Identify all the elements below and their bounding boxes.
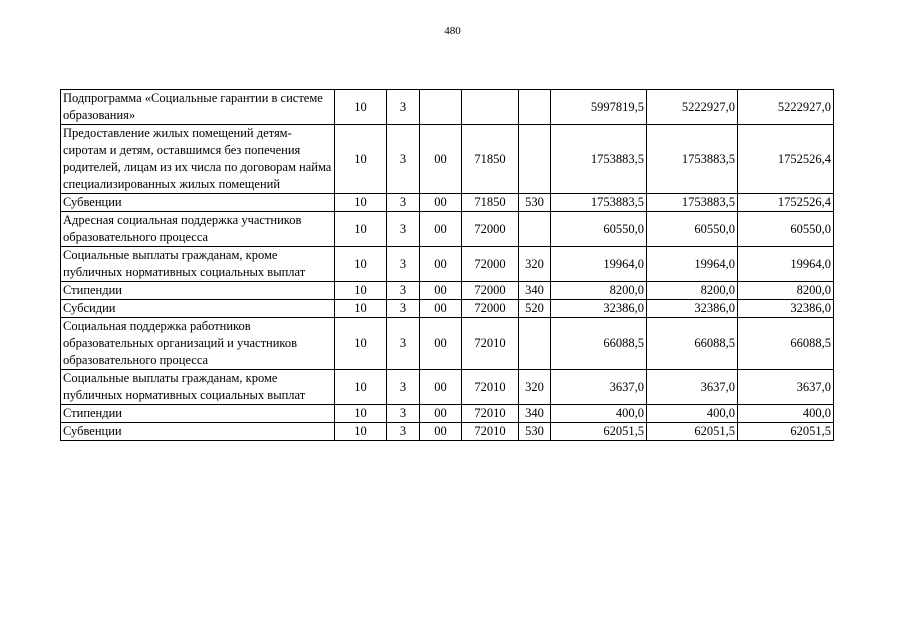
cell-section: 10 xyxy=(335,125,387,194)
cell-amount-2: 5222927,0 xyxy=(647,90,738,125)
cell-subsection: 3 xyxy=(387,318,420,370)
cell-subsection: 3 xyxy=(387,212,420,247)
cell-section: 10 xyxy=(335,247,387,282)
cell-article: 71850 xyxy=(462,194,519,212)
cell-expense-type: 520 xyxy=(519,300,551,318)
cell-subsection: 3 xyxy=(387,300,420,318)
cell-article: 72000 xyxy=(462,282,519,300)
cell-name: Подпрограмма «Социальные гарантии в системе образования» xyxy=(61,90,335,125)
cell-amount-3: 66088,5 xyxy=(738,318,834,370)
cell-amount-1: 32386,0 xyxy=(551,300,647,318)
cell-section: 10 xyxy=(335,282,387,300)
cell-amount-2: 32386,0 xyxy=(647,300,738,318)
cell-subsection: 3 xyxy=(387,405,420,423)
cell-amount-2: 8200,0 xyxy=(647,282,738,300)
cell-amount-2: 1753883,5 xyxy=(647,125,738,194)
cell-name: Социальные выплаты гражданам, кроме публичных нормативных социальных выплат xyxy=(61,370,335,405)
cell-amount-3: 1752526,4 xyxy=(738,194,834,212)
cell-expense-type xyxy=(519,318,551,370)
cell-program: 00 xyxy=(420,370,462,405)
table-row xyxy=(61,423,834,441)
cell-expense-type: 530 xyxy=(519,194,551,212)
cell-amount-1: 400,0 xyxy=(551,405,647,423)
cell-name: Предоставление жилых помещений детям-сиротам и детям, оставшимся без попечения родителей, лицам из их числа по договорам найма специализированных жилых помещений xyxy=(61,125,335,194)
cell-name: Социальные выплаты гражданам, кроме публичных нормативных социальных выплат xyxy=(61,247,335,282)
cell-program xyxy=(420,90,462,125)
cell-subsection: 3 xyxy=(387,125,420,194)
cell-amount-3: 32386,0 xyxy=(738,300,834,318)
cell-expense-type: 320 xyxy=(519,247,551,282)
cell-program: 00 xyxy=(420,125,462,194)
cell-amount-2: 1753883,5 xyxy=(647,194,738,212)
cell-name: Стипендии xyxy=(61,405,335,423)
cell-subsection: 3 xyxy=(387,90,420,125)
cell-expense-type: 340 xyxy=(519,405,551,423)
page-number: 480 xyxy=(444,25,461,37)
cell-amount-2: 19964,0 xyxy=(647,247,738,282)
cell-name: Стипендии xyxy=(61,282,335,300)
cell-article: 72010 xyxy=(462,370,519,405)
table-row xyxy=(61,318,834,370)
cell-amount-1: 66088,5 xyxy=(551,318,647,370)
cell-amount-1: 5997819,5 xyxy=(551,90,647,125)
cell-amount-3: 62051,5 xyxy=(738,423,834,441)
cell-section: 10 xyxy=(335,318,387,370)
cell-amount-3: 3637,0 xyxy=(738,370,834,405)
table-row xyxy=(61,300,834,318)
cell-expense-type xyxy=(519,212,551,247)
cell-name: Субсидии xyxy=(61,300,335,318)
table-row xyxy=(61,370,834,405)
cell-expense-type xyxy=(519,125,551,194)
table-row xyxy=(61,247,834,282)
cell-section: 10 xyxy=(335,300,387,318)
cell-amount-3: 5222927,0 xyxy=(738,90,834,125)
cell-section: 10 xyxy=(335,194,387,212)
table-row xyxy=(61,90,834,125)
cell-article: 72010 xyxy=(462,423,519,441)
cell-subsection: 3 xyxy=(387,247,420,282)
cell-subsection: 3 xyxy=(387,282,420,300)
cell-article xyxy=(462,90,519,125)
cell-amount-2: 400,0 xyxy=(647,405,738,423)
cell-name: Социальная поддержка работников образовательных организаций и участников образовательного процесса xyxy=(61,318,335,370)
cell-amount-3: 1752526,4 xyxy=(738,125,834,194)
cell-amount-2: 60550,0 xyxy=(647,212,738,247)
cell-amount-1: 62051,5 xyxy=(551,423,647,441)
cell-amount-1: 1753883,5 xyxy=(551,194,647,212)
cell-amount-1: 8200,0 xyxy=(551,282,647,300)
table-row xyxy=(61,194,834,212)
cell-amount-2: 66088,5 xyxy=(647,318,738,370)
cell-expense-type: 320 xyxy=(519,370,551,405)
cell-article: 72010 xyxy=(462,318,519,370)
cell-amount-1: 19964,0 xyxy=(551,247,647,282)
cell-program: 00 xyxy=(420,300,462,318)
cell-program: 00 xyxy=(420,282,462,300)
cell-article: 72010 xyxy=(462,405,519,423)
cell-expense-type xyxy=(519,90,551,125)
cell-amount-1: 1753883,5 xyxy=(551,125,647,194)
cell-amount-2: 3637,0 xyxy=(647,370,738,405)
cell-section: 10 xyxy=(335,423,387,441)
cell-subsection: 3 xyxy=(387,423,420,441)
table-row xyxy=(61,212,834,247)
table-body xyxy=(61,90,834,441)
cell-amount-1: 3637,0 xyxy=(551,370,647,405)
table-row xyxy=(61,405,834,423)
cell-amount-3: 60550,0 xyxy=(738,212,834,247)
cell-amount-3: 8200,0 xyxy=(738,282,834,300)
cell-article: 72000 xyxy=(462,300,519,318)
cell-program: 00 xyxy=(420,212,462,247)
cell-program: 00 xyxy=(420,405,462,423)
cell-name: Субвенции xyxy=(61,423,335,441)
cell-section: 10 xyxy=(335,370,387,405)
cell-program: 00 xyxy=(420,318,462,370)
cell-name: Адресная социальная поддержка участников образовательного процесса xyxy=(61,212,335,247)
cell-article: 72000 xyxy=(462,247,519,282)
cell-program: 00 xyxy=(420,247,462,282)
cell-amount-1: 60550,0 xyxy=(551,212,647,247)
cell-amount-2: 62051,5 xyxy=(647,423,738,441)
cell-program: 00 xyxy=(420,194,462,212)
cell-subsection: 3 xyxy=(387,370,420,405)
cell-amount-3: 19964,0 xyxy=(738,247,834,282)
table-row xyxy=(61,282,834,300)
cell-subsection: 3 xyxy=(387,194,420,212)
cell-program: 00 xyxy=(420,423,462,441)
cell-section: 10 xyxy=(335,90,387,125)
cell-article: 71850 xyxy=(462,125,519,194)
cell-name: Субвенции xyxy=(61,194,335,212)
cell-article: 72000 xyxy=(462,212,519,247)
budget-table xyxy=(60,89,834,441)
cell-expense-type: 530 xyxy=(519,423,551,441)
cell-expense-type: 340 xyxy=(519,282,551,300)
cell-amount-3: 400,0 xyxy=(738,405,834,423)
cell-section: 10 xyxy=(335,212,387,247)
cell-section: 10 xyxy=(335,405,387,423)
table-row xyxy=(61,125,834,194)
